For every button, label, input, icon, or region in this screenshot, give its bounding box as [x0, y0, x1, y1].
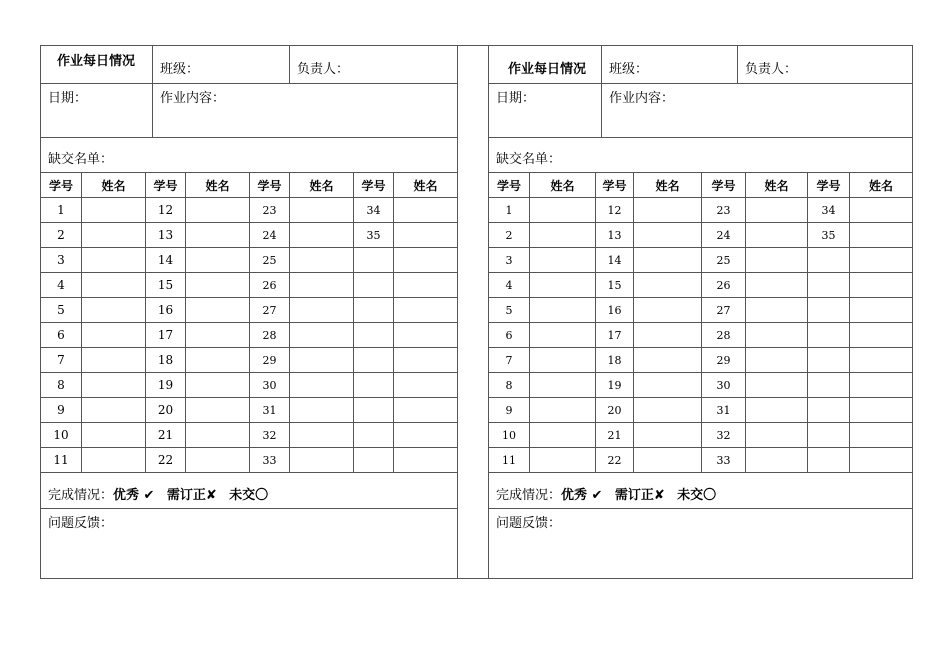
feedback-field[interactable] [489, 509, 912, 578]
student-number-cell: 34 [353, 198, 393, 222]
table-row [41, 373, 457, 398]
student-number-cell: 9 [505, 403, 513, 417]
feedback-field[interactable] [41, 509, 457, 578]
student-number-cell: 19 [595, 373, 633, 397]
student-number-cell [807, 423, 849, 447]
student-number-cell: 28 [249, 323, 289, 347]
student-name-cell[interactable] [289, 298, 353, 322]
student-number-cell: 10 [502, 428, 516, 442]
table-row [41, 448, 457, 473]
student-name-cell[interactable] [185, 448, 249, 472]
student-name-cell[interactable] [745, 323, 807, 347]
missing-label: 缺交名单： [496, 152, 562, 167]
form-gap [457, 45, 489, 579]
student-name-cell[interactable] [745, 298, 807, 322]
student-name-cell[interactable] [289, 198, 353, 222]
table-row [41, 348, 457, 373]
column-header: 学号 [807, 173, 849, 197]
student-name-cell[interactable] [745, 223, 807, 247]
column-header: 姓名 [289, 173, 353, 197]
student-name-cell[interactable] [745, 273, 807, 297]
table-row [489, 323, 912, 348]
student-name-cell[interactable] [81, 223, 145, 247]
header-row [489, 46, 912, 84]
column-header: 姓名 [745, 173, 807, 197]
missing-row [489, 138, 912, 173]
student-name-cell[interactable] [185, 298, 249, 322]
student-number-cell [353, 448, 393, 472]
student-number-cell: 1 [505, 203, 513, 217]
student-name-cell[interactable] [393, 423, 457, 447]
student-number-cell: 34 [807, 198, 849, 222]
student-number-cell: 17 [145, 323, 185, 347]
student-number-cell: 22 [595, 448, 633, 472]
status-correct: 需订正✘ [166, 488, 217, 503]
student-number-cell: 35 [807, 223, 849, 247]
column-header: 姓名 [393, 173, 457, 197]
student-number-cell: 8 [505, 378, 513, 392]
student-name-cell[interactable] [289, 248, 353, 272]
class-label: 班级： [160, 62, 200, 77]
student-number-cell: 5 [505, 303, 513, 317]
table-row [489, 398, 912, 423]
student-name-cell[interactable] [849, 398, 912, 422]
student-name-cell[interactable] [633, 223, 701, 247]
status-missing: 未交〇 [677, 488, 717, 503]
student-name-cell[interactable] [185, 398, 249, 422]
student-name-cell[interactable] [849, 223, 912, 247]
student-name-cell[interactable] [529, 373, 595, 397]
student-name-cell[interactable] [529, 223, 595, 247]
status-correct: 需订正✘ [614, 488, 665, 503]
title-cell [41, 46, 152, 83]
status-label: 完成情况： [48, 488, 114, 503]
owner-field[interactable] [289, 46, 457, 83]
student-name-cell[interactable] [745, 398, 807, 422]
student-name-cell[interactable] [529, 423, 595, 447]
student-name-cell[interactable] [633, 348, 701, 372]
student-number-cell: 4 [505, 278, 513, 292]
student-name-cell[interactable] [849, 198, 912, 222]
student-number-cell: 24 [249, 223, 289, 247]
student-number-cell: 4 [57, 278, 65, 292]
student-number-cell [807, 348, 849, 372]
student-name-cell[interactable] [393, 298, 457, 322]
table-row [41, 273, 457, 298]
student-name-cell[interactable] [529, 273, 595, 297]
student-number-cell [353, 423, 393, 447]
student-number-cell: 14 [595, 248, 633, 272]
form-title: 作业每日情况 [57, 54, 136, 69]
homework-form-left [40, 45, 458, 579]
student-number-cell: 6 [505, 328, 513, 342]
student-name-cell[interactable] [745, 373, 807, 397]
class-field[interactable] [152, 46, 289, 83]
date-label: 日期： [496, 91, 536, 106]
column-header: 姓名 [185, 173, 249, 197]
content-field[interactable] [601, 84, 912, 137]
table-row [489, 198, 912, 223]
student-number-cell [353, 348, 393, 372]
student-name-cell[interactable] [745, 348, 807, 372]
title-cell [489, 46, 601, 83]
student-number-cell: 1 [57, 203, 65, 217]
student-number-cell [807, 248, 849, 272]
student-number-cell: 6 [57, 328, 65, 342]
student-name-cell[interactable] [745, 248, 807, 272]
student-number-cell: 19 [145, 373, 185, 397]
student-number-cell: 31 [701, 398, 745, 422]
column-header: 姓名 [849, 173, 912, 197]
column-header: 学号 [595, 173, 633, 197]
table-row [41, 423, 457, 448]
student-name-cell[interactable] [529, 298, 595, 322]
student-name-cell[interactable] [849, 298, 912, 322]
status-excellent: 优秀 ✔ [113, 488, 155, 503]
student-name-cell[interactable] [185, 198, 249, 222]
grid-header-row [489, 173, 912, 198]
student-name-cell[interactable] [81, 448, 145, 472]
student-number-cell: 26 [249, 273, 289, 297]
date-field[interactable] [489, 84, 601, 137]
student-name-cell[interactable] [81, 348, 145, 372]
status-line [496, 484, 716, 503]
student-number-cell [807, 398, 849, 422]
student-name-cell[interactable] [393, 223, 457, 247]
date-label: 日期： [48, 91, 88, 106]
student-name-cell[interactable] [745, 198, 807, 222]
student-number-cell: 26 [701, 273, 745, 297]
student-number-cell: 33 [701, 448, 745, 472]
student-name-cell[interactable] [633, 398, 701, 422]
student-number-cell: 27 [249, 298, 289, 322]
form-title: 作业每日情况 [508, 62, 587, 77]
grid-header-row [41, 173, 457, 198]
column-header: 学号 [353, 173, 393, 197]
table-row [489, 273, 912, 298]
student-number-cell: 11 [53, 453, 69, 467]
student-number-cell [807, 273, 849, 297]
student-number-cell: 15 [145, 273, 185, 297]
student-number-cell: 25 [249, 248, 289, 272]
student-number-cell: 18 [145, 348, 185, 372]
student-number-cell: 35 [353, 223, 393, 247]
student-number-cell: 16 [145, 298, 185, 322]
date-content-row [41, 84, 457, 138]
student-name-cell[interactable] [633, 273, 701, 297]
column-header: 姓名 [633, 173, 701, 197]
student-name-cell[interactable] [289, 398, 353, 422]
table-row [41, 323, 457, 348]
student-name-cell[interactable] [529, 348, 595, 372]
student-name-cell[interactable] [633, 423, 701, 447]
table-row [489, 423, 912, 448]
student-name-cell[interactable] [529, 398, 595, 422]
student-name-cell[interactable] [633, 248, 701, 272]
student-number-cell: 13 [145, 223, 185, 247]
student-name-cell[interactable] [393, 248, 457, 272]
student-name-cell[interactable] [529, 323, 595, 347]
header-row [41, 46, 457, 84]
student-number-cell: 25 [701, 248, 745, 272]
feedback-label: 问题反馈： [48, 516, 114, 531]
student-name-cell[interactable] [289, 348, 353, 372]
student-name-cell[interactable] [289, 223, 353, 247]
column-header: 学号 [701, 173, 745, 197]
student-name-cell[interactable] [289, 273, 353, 297]
student-number-cell: 22 [145, 448, 185, 472]
student-name-cell[interactable] [81, 323, 145, 347]
student-number-cell [353, 373, 393, 397]
student-name-cell[interactable] [633, 448, 701, 472]
student-name-cell[interactable] [633, 323, 701, 347]
student-number-cell: 21 [145, 423, 185, 447]
student-number-cell: 5 [57, 303, 65, 317]
table-row [41, 223, 457, 248]
student-number-cell: 7 [505, 353, 513, 367]
student-number-cell: 20 [145, 398, 185, 422]
student-name-cell[interactable] [393, 348, 457, 372]
table-row [489, 348, 912, 373]
missing-label: 缺交名单： [48, 152, 114, 167]
student-name-cell[interactable] [81, 423, 145, 447]
table-row [41, 198, 457, 223]
student-number-cell: 31 [249, 398, 289, 422]
student-name-cell[interactable] [289, 323, 353, 347]
student-number-cell [807, 298, 849, 322]
student-name-cell[interactable] [185, 373, 249, 397]
student-name-cell[interactable] [185, 423, 249, 447]
student-number-cell: 3 [57, 253, 65, 267]
table-row [41, 398, 457, 423]
student-name-cell[interactable] [81, 298, 145, 322]
student-number-cell: 28 [701, 323, 745, 347]
student-name-cell[interactable] [81, 248, 145, 272]
column-header: 学号 [496, 178, 521, 193]
missing-row [41, 138, 457, 173]
student-number-cell: 29 [249, 348, 289, 372]
student-name-cell[interactable] [289, 423, 353, 447]
student-name-cell[interactable] [393, 373, 457, 397]
student-name-cell[interactable] [633, 198, 701, 222]
table-row [489, 248, 912, 273]
student-name-cell[interactable] [81, 398, 145, 422]
student-name-cell[interactable] [289, 373, 353, 397]
student-name-cell[interactable] [185, 273, 249, 297]
student-number-cell [353, 248, 393, 272]
student-name-cell[interactable] [393, 273, 457, 297]
student-number-cell: 7 [57, 353, 65, 367]
status-row [489, 473, 912, 509]
student-number-cell: 16 [595, 298, 633, 322]
student-name-cell[interactable] [745, 423, 807, 447]
student-number-cell: 2 [505, 228, 513, 242]
student-name-cell[interactable] [633, 298, 701, 322]
student-name-cell[interactable] [849, 423, 912, 447]
student-number-cell: 27 [701, 298, 745, 322]
table-row [489, 448, 912, 473]
content-label: 作业内容： [609, 91, 675, 106]
table-row [489, 223, 912, 248]
column-header: 姓名 [529, 173, 595, 197]
student-number-cell: 30 [249, 373, 289, 397]
status-row [41, 473, 457, 509]
student-number-cell: 18 [595, 348, 633, 372]
student-number-cell: 23 [701, 198, 745, 222]
status-excellent: 优秀 ✔ [561, 488, 603, 503]
student-name-cell[interactable] [849, 323, 912, 347]
student-number-cell: 21 [595, 423, 633, 447]
status-line [48, 484, 268, 503]
student-number-cell: 33 [249, 448, 289, 472]
student-name-cell[interactable] [81, 273, 145, 297]
feedback-label: 问题反馈： [496, 516, 562, 531]
owner-field[interactable] [737, 46, 912, 83]
student-name-cell[interactable] [849, 373, 912, 397]
class-field[interactable] [601, 46, 737, 83]
student-number-cell [353, 323, 393, 347]
student-number-cell: 29 [701, 348, 745, 372]
student-number-cell: 10 [53, 428, 69, 442]
student-number-cell [353, 273, 393, 297]
column-header: 姓名 [81, 173, 145, 197]
student-number-cell: 15 [595, 273, 633, 297]
student-name-cell[interactable] [289, 448, 353, 472]
student-number-cell [807, 373, 849, 397]
student-name-cell[interactable] [849, 273, 912, 297]
student-name-cell[interactable] [849, 348, 912, 372]
student-number-cell [353, 398, 393, 422]
column-header: 学号 [249, 173, 289, 197]
student-name-cell[interactable] [185, 248, 249, 272]
student-number-cell: 17 [595, 323, 633, 347]
student-name-cell[interactable] [185, 348, 249, 372]
student-name-cell[interactable] [185, 223, 249, 247]
table-row [41, 298, 457, 323]
student-name-cell[interactable] [81, 373, 145, 397]
owner-label: 负责人： [297, 62, 350, 77]
student-name-cell[interactable] [849, 448, 912, 472]
table-row [489, 298, 912, 323]
student-number-cell: 30 [701, 373, 745, 397]
column-header: 学号 [48, 178, 73, 193]
student-name-cell[interactable] [633, 373, 701, 397]
student-name-cell[interactable] [81, 198, 145, 222]
content-field[interactable] [152, 84, 457, 137]
student-number-cell [807, 323, 849, 347]
table-row [489, 373, 912, 398]
owner-label: 负责人： [745, 62, 798, 77]
student-number-cell: 9 [57, 403, 65, 417]
student-number-cell: 13 [595, 223, 633, 247]
student-number-cell: 12 [595, 198, 633, 222]
student-number-cell [807, 448, 849, 472]
homework-form-right [488, 45, 913, 579]
student-number-cell: 3 [505, 253, 513, 267]
student-number-cell: 2 [57, 228, 65, 242]
student-name-cell[interactable] [393, 398, 457, 422]
student-number-cell [353, 298, 393, 322]
student-name-cell[interactable] [529, 198, 595, 222]
student-name-cell[interactable] [529, 448, 595, 472]
status-missing: 未交〇 [229, 488, 269, 503]
student-name-cell[interactable] [745, 448, 807, 472]
content-label: 作业内容： [160, 91, 226, 106]
date-field[interactable] [41, 84, 152, 137]
student-number-cell: 24 [701, 223, 745, 247]
column-header: 学号 [145, 173, 185, 197]
student-name-cell[interactable] [393, 198, 457, 222]
student-number-cell: 23 [249, 198, 289, 222]
student-name-cell[interactable] [849, 248, 912, 272]
student-number-cell: 14 [145, 248, 185, 272]
student-number-cell: 11 [502, 453, 516, 467]
status-label: 完成情况： [496, 488, 562, 503]
student-name-cell[interactable] [185, 323, 249, 347]
student-number-cell: 32 [249, 423, 289, 447]
student-number-cell: 12 [145, 198, 185, 222]
date-content-row [489, 84, 912, 138]
student-number-cell: 8 [57, 378, 65, 392]
student-number-cell: 20 [595, 398, 633, 422]
table-row [41, 248, 457, 273]
student-number-cell: 32 [701, 423, 745, 447]
student-name-cell[interactable] [393, 448, 457, 472]
student-name-cell[interactable] [529, 248, 595, 272]
class-label: 班级： [609, 62, 649, 77]
student-name-cell[interactable] [393, 323, 457, 347]
